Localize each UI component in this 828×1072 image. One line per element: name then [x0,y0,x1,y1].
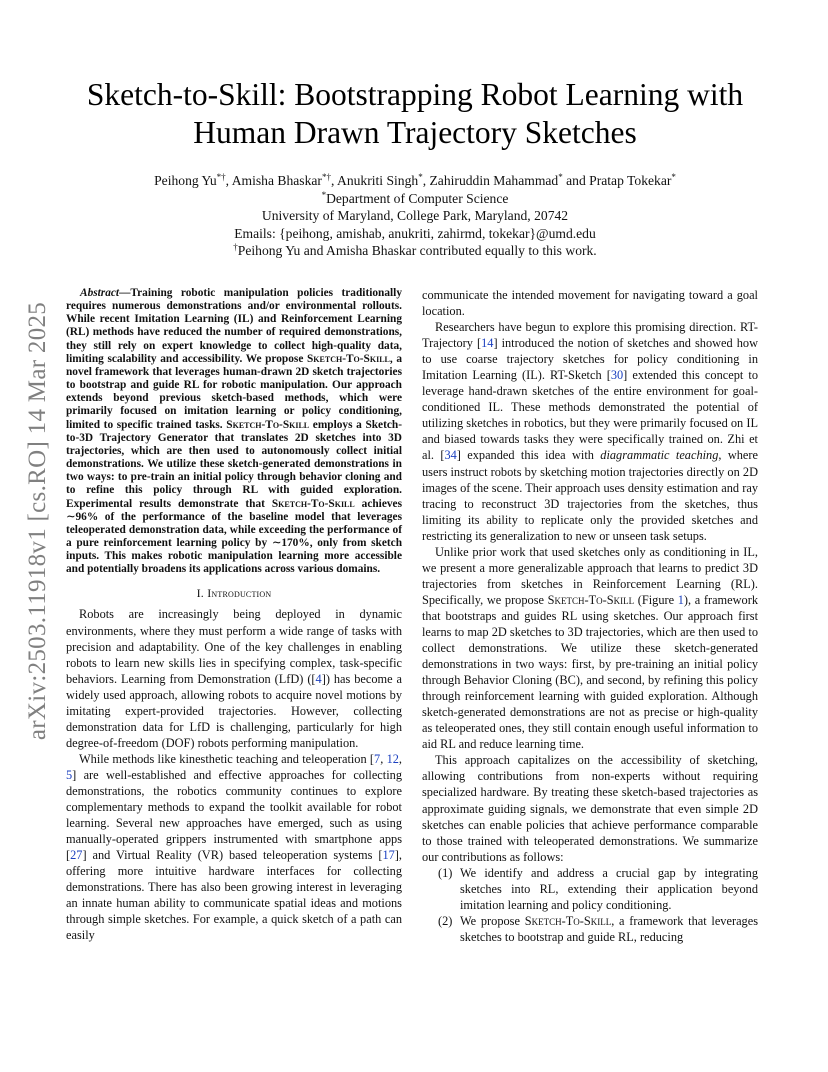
arxiv-sidebar [18,283,58,758]
author-mark: * [671,172,676,182]
author-name: , Zahiruddin Mahammad [422,173,559,188]
paper-title [60,76,770,152]
author-mark: * [418,172,423,182]
citation-link[interactable]: 12 [386,751,399,766]
paragraph: communicate the intended movement for navigating toward a goal location. [422,288,758,319]
affiliation-dept: *Department of Computer Science [321,189,509,206]
title-line-2: Human Drawn Trajectory Sketches [193,115,637,150]
section-heading-introduction: I. Introduction [196,586,272,601]
method-name: Sketch-To-Skill [307,352,390,365]
figure-link[interactable]: 1 [677,592,684,607]
citation-link[interactable]: 5 [66,767,73,782]
author-emails: Emails: {peihong, amishab, anukriti, zahirmd, tokekar}@umd.edu [234,225,596,241]
author-block [60,172,770,260]
author-mark: *† [216,172,226,182]
left-column [66,287,402,943]
paragraph: Unlike prior work that used sketches only as conditioning in IL, we present a more generalizable approach that learns to predict 3D trajectories from sketches in Reinforcement Learning (RL). Specifically, we propose Sketch-To-Skill (Figure 1), a framework that bootstraps and guides RL using sketches. Our approach first learns to map 2D sketches to 3D trajectories, which are then used to collect demonstrations. We utilize these sketch-generated demonstrations in two ways: first, by pre-training an initial policy through Behavior Cloning (BC), and second, by refining this policy through reinforcement learning with guided exploration. Although sketch-generated demonstrations are not as precise or high-quality as teleoperated ones, they still contain enough useful information to aid RL and reduce learning time. [422,544,759,752]
method-name: Sketch-To-Skill [524,913,612,928]
contribution-list [422,865,758,945]
list-item: (2) We propose Sketch-To-Skill, a framework that leverages sketches to bootstrap and guide RL, reducing [438,913,758,944]
citation-link[interactable]: 4 [315,671,322,686]
paragraph: This approach capitalizes on the accessibility of sketching, allowing contributions from non-experts without requiring specialized hardware. By treating these sketch-based trajectories as approximate guiding signals, we demonstrate that even simple 2D sketches can enable policies that achieve performance comparable to those trained with teleoperated demonstrations. We summarize our contributions as follows: [422,753,758,864]
paragraph: Researchers have begun to explore this promising direction. RT-Trajectory [14] introduced the notion of sketches and showed how to use coarse trajectory sketches for policy conditioning in Imitation Learning (IL). RT-Sketch [30] extended this concept to leverage hand-drawn sketches of the entire environment for goal-conditioned IL. These methods demonstrated the potential of utilizing sketches in robotics, but they were primarily focused on IL and biased towards tasks they were specifically trained on. Zhi et al. [34] expanded this idea with diagrammatic teaching, where users instruct robots by sketching motion trajectories directly on 2D images of the scene. Their approach uses density estimation and ray tracing to reconstruct 3D trajectories from the sketches, thus limiting its ability to replicate only the provided sketches and restricting its generalization to new or unseen task setups. [422,320,758,543]
author-name: Peihong Yu [154,173,217,188]
equal-mark: † [233,242,238,252]
citation-link[interactable]: 14 [481,336,494,351]
right-column [422,287,758,945]
author-list [60,172,770,190]
paragraph: While methods like kinesthetic teaching and teleoperation [7, 12, 5] are well-established and effective approaches for collecting demonstrations, the robotics community continues to explore complementary methods to expand the toolkit available for robot learning. Several new approaches have emerged, such as using manually-operated grippers instrumented with smartphone apps [27] and Virtual Reality (VR) based teleoperation systems [17], offering more intuitive hardware interfaces for collecting demonstrations. There has also been growing interest in leveraging an innate human ability to communicate spatial ideas and motions through simple sketches. For example, a quick sketch of a path can easily [66,751,403,943]
emphasis: diagrammatic teaching [600,448,719,463]
author-name: , Anukriti Singh [330,173,419,188]
citation-link[interactable]: 7 [374,751,381,766]
list-number: (2) [438,913,453,928]
citation-link[interactable]: 17 [382,848,395,863]
abstract: Abstract—Training robotic manipulation policies traditionally requires numerous demonstrations and/or environmental rollouts. While recent Imitation Learning (IL) and Reinforcement Learning (RL) methods have reduced the number of required demonstrations, they still rely on expert knowledge to collect high-quality data, limiting scalability and accessibility. We propose Sketch-To-Skill, a novel framework that leverages human-drawn 2D sketch trajectories to bootstrap and guide RL for robotic manipulation. Our approach extends beyond previous sketch-based methods, which were primarily focused on imitation learning or policy conditioning, limited to specific trained tasks. Sketch-To-Skill employs a Sketch-to-3D Trajectory Generator that translates 2D sketches into 3D trajectories, which are then used to autonomously collect initial demonstrations. We utilize these sketch-generated demonstrations in two ways: to pre-train an initial policy through behavior cloning and to refine this policy through RL with guided exploration. Experimental results demonstrate that Sketch-To-Skill achieves ∼96% of the performance of the baseline model that leverages teleoperated demonstration data, while exceeding the performance of a pure reinforcement learning policy by ∼170%, only from sketch inputs. This makes robotic manipulation learning more accessible and potentially broadens its applications across various domains. [66,287,403,576]
method-name: Sketch-To-Skill [271,497,355,510]
affiliation-mark: * [321,189,327,200]
paragraph: Robots are increasingly being deployed in dynamic environments, where they must perform a wide range of tasks with precision and adaptability. One of the key challenges in enabling robots to learn new skills lies in specifying complex, task-specific behaviors. Learning from Demonstration (LfD) ([4]) has become a widely used approach, allowing robots to acquire novel motions by imitating expert-provided trajectories. However, collecting demonstration data for LfD is challenging, particularly for high degree-of-freedom (DOF) robots performing manipulation. [66,607,402,750]
title-line-1: Sketch-to-Skill: Bootstrapping Robot Learning with [86,77,744,112]
author-mark: * [558,172,563,182]
author-name: and Pratap Tokekar [562,173,672,188]
citation-link[interactable]: 34 [444,448,457,463]
method-name: Sketch-To-Skill [226,418,310,431]
method-name: Sketch-To-Skill [547,592,635,607]
citation-link[interactable]: 30 [610,368,624,383]
arxiv-identifier: arXiv:2503.11918v1 [cs.RO] 14 Mar 2025 [24,301,51,740]
list-item: (1) We identify and address a crucial gap by integrating sketches into RL, extending their application beyond imitation learning and policy conditioning. [438,865,758,912]
author-name: , Amisha Bhaskar [225,173,322,188]
abstract-lead: Abstract [80,287,120,299]
author-mark: *† [321,172,331,182]
equal-contribution-note: †Peihong Yu and Amisha Bhaskar contributed equally to this work. [233,242,597,258]
affiliation-university: University of Maryland, College Park, Maryland, 20742 [261,208,569,223]
list-number: (1) [438,865,453,880]
citation-link[interactable]: 27 [70,848,83,863]
